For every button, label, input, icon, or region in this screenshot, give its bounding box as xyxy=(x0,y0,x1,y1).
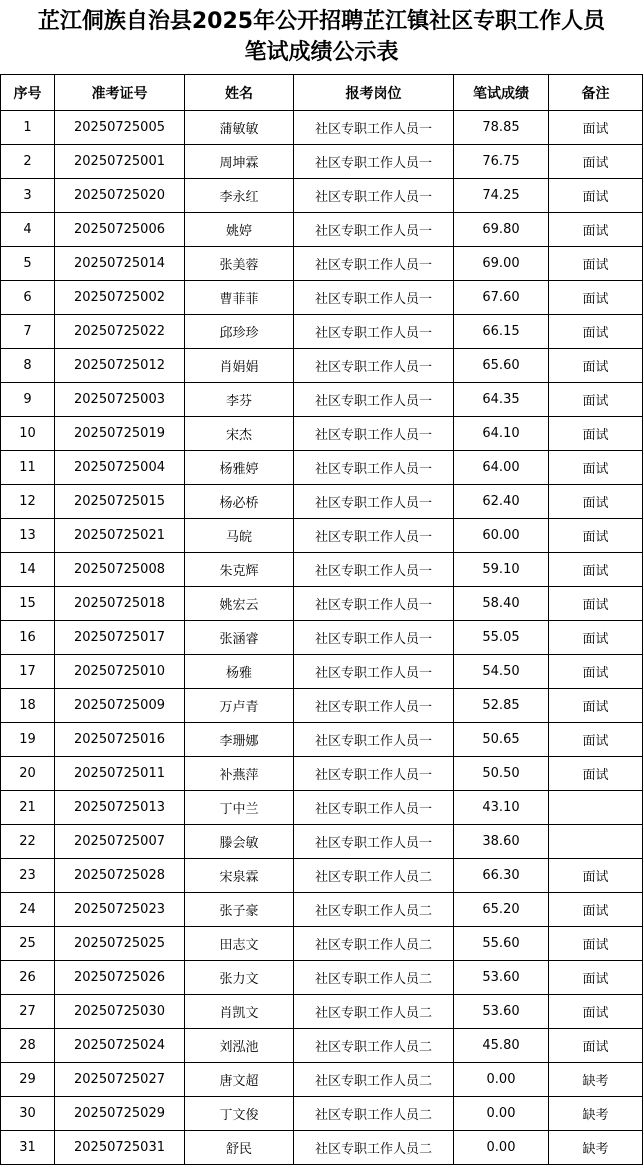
table-row xyxy=(1,723,643,757)
cell-exam-id: 20250725013 xyxy=(55,791,185,825)
header-exam-id: 准考证号 xyxy=(55,75,185,111)
cell-exam-id: 20250725022 xyxy=(55,315,185,349)
page-subtitle: 笔试成绩公示表 xyxy=(244,40,399,65)
cell-name: 刘泓池 xyxy=(185,1029,294,1063)
cell-exam-id: 20250725026 xyxy=(55,961,185,995)
cell-position: 社区专职工作人员一 xyxy=(294,825,454,859)
cell-remark: 面试 xyxy=(549,927,643,961)
cell-serial: 30 xyxy=(1,1097,55,1131)
table-row xyxy=(1,519,643,553)
cell-position: 社区专职工作人员一 xyxy=(294,689,454,723)
cell-remark: 面试 xyxy=(549,1029,643,1063)
cell-position: 社区专职工作人员二 xyxy=(294,1131,454,1165)
cell-serial: 2 xyxy=(1,145,55,179)
cell-remark: 面试 xyxy=(549,655,643,689)
cell-score: 58.40 xyxy=(454,587,549,621)
cell-score: 43.10 xyxy=(454,791,549,825)
cell-exam-id: 20250725024 xyxy=(55,1029,185,1063)
cell-name: 宋杰 xyxy=(185,417,294,451)
cell-score: 64.00 xyxy=(454,451,549,485)
cell-score: 64.35 xyxy=(454,383,549,417)
cell-serial: 15 xyxy=(1,587,55,621)
cell-score: 66.30 xyxy=(454,859,549,893)
table-row xyxy=(1,451,643,485)
cell-score: 50.50 xyxy=(454,757,549,791)
cell-score: 0.00 xyxy=(454,1131,549,1165)
table-row xyxy=(1,1063,643,1097)
cell-position: 社区专职工作人员一 xyxy=(294,519,454,553)
cell-exam-id: 20250725018 xyxy=(55,587,185,621)
table-row xyxy=(1,587,643,621)
cell-exam-id: 20250725031 xyxy=(55,1131,185,1165)
cell-name: 田志文 xyxy=(185,927,294,961)
cell-name: 李珊娜 xyxy=(185,723,294,757)
cell-exam-id: 20250725004 xyxy=(55,451,185,485)
cell-score: 66.15 xyxy=(454,315,549,349)
cell-exam-id: 20250725007 xyxy=(55,825,185,859)
cell-remark: 面试 xyxy=(549,451,643,485)
header-score: 笔试成绩 xyxy=(454,75,549,111)
cell-exam-id: 20250725030 xyxy=(55,995,185,1029)
cell-score: 65.60 xyxy=(454,349,549,383)
header-serial: 序号 xyxy=(1,75,55,111)
title-block xyxy=(0,0,643,74)
cell-exam-id: 20250725021 xyxy=(55,519,185,553)
cell-serial: 5 xyxy=(1,247,55,281)
cell-serial: 3 xyxy=(1,179,55,213)
cell-position: 社区专职工作人员一 xyxy=(294,247,454,281)
cell-remark: 面试 xyxy=(549,961,643,995)
cell-position: 社区专职工作人员二 xyxy=(294,1063,454,1097)
cell-serial: 26 xyxy=(1,961,55,995)
cell-score: 62.40 xyxy=(454,485,549,519)
cell-serial: 29 xyxy=(1,1063,55,1097)
cell-position: 社区专职工作人员一 xyxy=(294,791,454,825)
table-row xyxy=(1,281,643,315)
cell-score: 50.65 xyxy=(454,723,549,757)
cell-score: 54.50 xyxy=(454,655,549,689)
cell-exam-id: 20250725014 xyxy=(55,247,185,281)
cell-serial: 14 xyxy=(1,553,55,587)
table-row xyxy=(1,1029,643,1063)
cell-serial: 7 xyxy=(1,315,55,349)
cell-name: 姚宏云 xyxy=(185,587,294,621)
cell-remark xyxy=(549,825,643,859)
table-row xyxy=(1,349,643,383)
cell-remark: 面试 xyxy=(549,621,643,655)
cell-name: 姚婷 xyxy=(185,213,294,247)
table-header-row xyxy=(1,75,643,111)
cell-score: 74.25 xyxy=(454,179,549,213)
cell-score: 69.00 xyxy=(454,247,549,281)
cell-score: 76.75 xyxy=(454,145,549,179)
table-row xyxy=(1,995,643,1029)
cell-position: 社区专职工作人员一 xyxy=(294,315,454,349)
cell-exam-id: 20250725006 xyxy=(55,213,185,247)
table-row xyxy=(1,757,643,791)
cell-score: 45.80 xyxy=(454,1029,549,1063)
cell-name: 滕会敏 xyxy=(185,825,294,859)
cell-remark xyxy=(549,791,643,825)
cell-position: 社区专职工作人员一 xyxy=(294,417,454,451)
cell-remark: 面试 xyxy=(549,281,643,315)
cell-remark: 面试 xyxy=(549,723,643,757)
cell-name: 张子豪 xyxy=(185,893,294,927)
cell-position: 社区专职工作人员一 xyxy=(294,349,454,383)
cell-position: 社区专职工作人员一 xyxy=(294,111,454,145)
table-row xyxy=(1,145,643,179)
table-row xyxy=(1,417,643,451)
cell-position: 社区专职工作人员二 xyxy=(294,859,454,893)
cell-serial: 25 xyxy=(1,927,55,961)
cell-exam-id: 20250725016 xyxy=(55,723,185,757)
cell-remark: 面试 xyxy=(549,553,643,587)
cell-position: 社区专职工作人员一 xyxy=(294,383,454,417)
cell-position: 社区专职工作人员二 xyxy=(294,927,454,961)
header-name: 姓名 xyxy=(185,75,294,111)
cell-score: 53.60 xyxy=(454,995,549,1029)
table-row xyxy=(1,927,643,961)
cell-position: 社区专职工作人员二 xyxy=(294,1029,454,1063)
cell-position: 社区专职工作人员二 xyxy=(294,961,454,995)
cell-exam-id: 20250725001 xyxy=(55,145,185,179)
cell-name: 舒民 xyxy=(185,1131,294,1165)
cell-serial: 12 xyxy=(1,485,55,519)
cell-score: 65.20 xyxy=(454,893,549,927)
cell-score: 64.10 xyxy=(454,417,549,451)
table-row xyxy=(1,553,643,587)
cell-name: 邱珍珍 xyxy=(185,315,294,349)
cell-name: 万卢青 xyxy=(185,689,294,723)
cell-remark: 面试 xyxy=(549,893,643,927)
cell-position: 社区专职工作人员一 xyxy=(294,553,454,587)
cell-serial: 21 xyxy=(1,791,55,825)
table-body xyxy=(1,111,643,1165)
table-row xyxy=(1,315,643,349)
cell-exam-id: 20250725028 xyxy=(55,859,185,893)
cell-name: 李芬 xyxy=(185,383,294,417)
cell-serial: 22 xyxy=(1,825,55,859)
cell-position: 社区专职工作人员一 xyxy=(294,281,454,315)
cell-exam-id: 20250725009 xyxy=(55,689,185,723)
table-row xyxy=(1,485,643,519)
cell-serial: 28 xyxy=(1,1029,55,1063)
cell-name: 李永红 xyxy=(185,179,294,213)
cell-name: 蒲敏敏 xyxy=(185,111,294,145)
table-row xyxy=(1,1131,643,1165)
cell-remark: 面试 xyxy=(549,995,643,1029)
cell-serial: 27 xyxy=(1,995,55,1029)
table-row xyxy=(1,859,643,893)
cell-serial: 24 xyxy=(1,893,55,927)
table-row xyxy=(1,825,643,859)
cell-score: 52.85 xyxy=(454,689,549,723)
cell-remark: 面试 xyxy=(549,383,643,417)
cell-remark: 面试 xyxy=(549,689,643,723)
cell-name: 丁中兰 xyxy=(185,791,294,825)
cell-remark: 面试 xyxy=(549,485,643,519)
cell-exam-id: 20250725025 xyxy=(55,927,185,961)
scores-table xyxy=(0,74,643,1165)
cell-serial: 16 xyxy=(1,621,55,655)
cell-serial: 11 xyxy=(1,451,55,485)
cell-remark: 面试 xyxy=(549,519,643,553)
cell-exam-id: 20250725010 xyxy=(55,655,185,689)
cell-serial: 31 xyxy=(1,1131,55,1165)
cell-remark: 面试 xyxy=(549,315,643,349)
cell-position: 社区专职工作人员二 xyxy=(294,1097,454,1131)
cell-name: 肖凯文 xyxy=(185,995,294,1029)
table-row xyxy=(1,213,643,247)
cell-score: 78.85 xyxy=(454,111,549,145)
cell-remark: 面试 xyxy=(549,859,643,893)
cell-name: 丁文俊 xyxy=(185,1097,294,1131)
table-row xyxy=(1,1097,643,1131)
table-row xyxy=(1,247,643,281)
cell-name: 杨必桥 xyxy=(185,485,294,519)
cell-score: 0.00 xyxy=(454,1097,549,1131)
cell-remark: 面试 xyxy=(549,417,643,451)
cell-exam-id: 20250725002 xyxy=(55,281,185,315)
cell-position: 社区专职工作人员一 xyxy=(294,621,454,655)
table-row xyxy=(1,111,643,145)
cell-name: 肖娟娟 xyxy=(185,349,294,383)
cell-name: 张美蓉 xyxy=(185,247,294,281)
cell-name: 张力文 xyxy=(185,961,294,995)
cell-score: 59.10 xyxy=(454,553,549,587)
cell-remark: 面试 xyxy=(549,247,643,281)
cell-name: 补燕萍 xyxy=(185,757,294,791)
table-row xyxy=(1,791,643,825)
cell-name: 朱克辉 xyxy=(185,553,294,587)
cell-name: 宋泉霖 xyxy=(185,859,294,893)
cell-remark: 面试 xyxy=(549,349,643,383)
cell-exam-id: 20250725023 xyxy=(55,893,185,927)
table-row xyxy=(1,179,643,213)
cell-exam-id: 20250725015 xyxy=(55,485,185,519)
cell-name: 张涵睿 xyxy=(185,621,294,655)
cell-score: 0.00 xyxy=(454,1063,549,1097)
cell-exam-id: 20250725019 xyxy=(55,417,185,451)
cell-name: 杨雅 xyxy=(185,655,294,689)
cell-serial: 13 xyxy=(1,519,55,553)
cell-remark: 面试 xyxy=(549,111,643,145)
cell-remark: 缺考 xyxy=(549,1097,643,1131)
cell-position: 社区专职工作人员一 xyxy=(294,213,454,247)
cell-remark: 缺考 xyxy=(549,1131,643,1165)
page-title: 芷江侗族自治县2025年公开招聘芷江镇社区专职工作人员 xyxy=(37,9,606,34)
cell-exam-id: 20250725029 xyxy=(55,1097,185,1131)
cell-serial: 8 xyxy=(1,349,55,383)
cell-serial: 4 xyxy=(1,213,55,247)
cell-remark: 面试 xyxy=(549,145,643,179)
cell-score: 60.00 xyxy=(454,519,549,553)
cell-position: 社区专职工作人员一 xyxy=(294,145,454,179)
cell-exam-id: 20250725003 xyxy=(55,383,185,417)
cell-score: 69.80 xyxy=(454,213,549,247)
cell-remark: 缺考 xyxy=(549,1063,643,1097)
cell-serial: 18 xyxy=(1,689,55,723)
cell-position: 社区专职工作人员二 xyxy=(294,893,454,927)
cell-exam-id: 20250725020 xyxy=(55,179,185,213)
table-row xyxy=(1,893,643,927)
cell-serial: 23 xyxy=(1,859,55,893)
cell-exam-id: 20250725017 xyxy=(55,621,185,655)
cell-remark: 面试 xyxy=(549,213,643,247)
cell-exam-id: 20250725005 xyxy=(55,111,185,145)
cell-exam-id: 20250725011 xyxy=(55,757,185,791)
cell-name: 马皖 xyxy=(185,519,294,553)
cell-remark: 面试 xyxy=(549,179,643,213)
cell-name: 杨雅婷 xyxy=(185,451,294,485)
table-row xyxy=(1,655,643,689)
header-position: 报考岗位 xyxy=(294,75,454,111)
cell-name: 唐文超 xyxy=(185,1063,294,1097)
cell-serial: 10 xyxy=(1,417,55,451)
cell-serial: 1 xyxy=(1,111,55,145)
cell-serial: 6 xyxy=(1,281,55,315)
cell-score: 55.05 xyxy=(454,621,549,655)
cell-exam-id: 20250725012 xyxy=(55,349,185,383)
cell-position: 社区专职工作人员一 xyxy=(294,179,454,213)
cell-score: 67.60 xyxy=(454,281,549,315)
cell-position: 社区专职工作人员一 xyxy=(294,485,454,519)
table-row xyxy=(1,961,643,995)
header-remark: 备注 xyxy=(549,75,643,111)
cell-serial: 20 xyxy=(1,757,55,791)
cell-remark: 面试 xyxy=(549,587,643,621)
cell-position: 社区专职工作人员一 xyxy=(294,757,454,791)
cell-remark: 面试 xyxy=(549,757,643,791)
table-row xyxy=(1,621,643,655)
table-row xyxy=(1,689,643,723)
cell-position: 社区专职工作人员二 xyxy=(294,995,454,1029)
cell-serial: 17 xyxy=(1,655,55,689)
cell-position: 社区专职工作人员一 xyxy=(294,451,454,485)
cell-position: 社区专职工作人员一 xyxy=(294,587,454,621)
cell-position: 社区专职工作人员一 xyxy=(294,655,454,689)
cell-name: 周坤霖 xyxy=(185,145,294,179)
cell-serial: 9 xyxy=(1,383,55,417)
cell-score: 53.60 xyxy=(454,961,549,995)
table-row xyxy=(1,383,643,417)
cell-exam-id: 20250725008 xyxy=(55,553,185,587)
cell-name: 曹菲菲 xyxy=(185,281,294,315)
cell-score: 55.60 xyxy=(454,927,549,961)
cell-score: 38.60 xyxy=(454,825,549,859)
cell-exam-id: 20250725027 xyxy=(55,1063,185,1097)
cell-position: 社区专职工作人员一 xyxy=(294,723,454,757)
cell-serial: 19 xyxy=(1,723,55,757)
